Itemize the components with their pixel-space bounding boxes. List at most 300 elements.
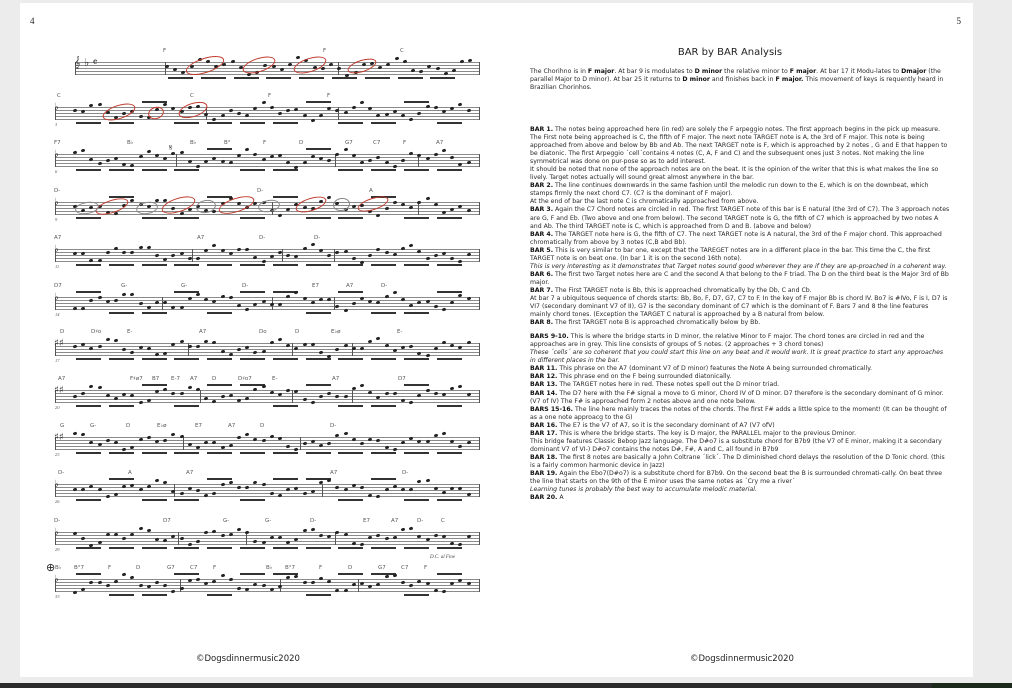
- beam: [240, 499, 265, 501]
- note-head: [73, 307, 78, 311]
- beam: [338, 547, 363, 549]
- chord-symbol: G-: [223, 518, 230, 524]
- note-head: [376, 533, 381, 537]
- staff-line: [55, 166, 480, 167]
- bar-analysis-paragraph: [530, 206, 950, 230]
- bar-label: BARS 9-10.: [530, 333, 569, 341]
- chord-symbol: A7: [330, 470, 338, 476]
- bar-text: It should be noted that none of the approach notes are on the beat. It is the opinion of the writer that this is what makes the line so lively. Target notes actually will sound great almost anywhere in the bar.: [530, 166, 939, 182]
- beam: [109, 358, 134, 360]
- note-head: [466, 441, 471, 445]
- note-head: [278, 213, 283, 217]
- measure-number: 6: [55, 169, 58, 174]
- beam: [273, 196, 298, 198]
- beam: [174, 217, 199, 219]
- beam: [437, 122, 462, 124]
- staff: [54, 149, 480, 166]
- chord-symbol: A: [369, 188, 373, 194]
- barline: [322, 484, 323, 497]
- beam: [109, 122, 134, 124]
- note-head: [179, 212, 184, 216]
- chord-symbol: F: [213, 565, 217, 571]
- staff-line: [55, 402, 480, 403]
- beam: [371, 358, 396, 360]
- note-head: [261, 299, 266, 303]
- note-head: [376, 438, 381, 442]
- chord-symbol: D-: [54, 188, 61, 194]
- beam: [109, 169, 134, 171]
- target-note-circle: [101, 100, 138, 124]
- beam: [306, 264, 331, 266]
- intro-text: . At bar 9 is modulates to: [614, 68, 695, 75]
- beam: [142, 499, 167, 501]
- beam: [207, 312, 232, 314]
- chord-symbol: D-: [58, 470, 65, 476]
- staff-line: [75, 62, 480, 63]
- note-head: [343, 111, 348, 115]
- beam: [404, 547, 429, 549]
- note-head: [458, 259, 463, 263]
- beam: [338, 452, 363, 454]
- beam: [207, 547, 232, 549]
- chord-symbol: A7: [58, 376, 66, 382]
- beam: [398, 77, 423, 79]
- staff-line: [55, 484, 480, 485]
- note-head: [286, 160, 291, 164]
- bar-italic-note: These ´cells´ are so coherent that you could start this line on any beat and it would work. It is great practice to start any approaches in different places in the bar.: [530, 349, 944, 365]
- note-head: [237, 247, 242, 251]
- bar-label: BAR 11.: [530, 365, 558, 373]
- beam: [404, 594, 429, 596]
- note-head: [220, 482, 225, 486]
- key-signature-icon: ♭: [54, 292, 59, 303]
- beam: [437, 547, 462, 549]
- note-head: [105, 438, 110, 442]
- chord-symbol: A7: [190, 376, 198, 382]
- note-head: [433, 203, 438, 207]
- beam: [404, 101, 429, 103]
- chord-symbol: E-: [397, 329, 403, 335]
- note-head: [122, 573, 127, 577]
- bar-text: The notes being approached here (in red) are solely the F arpeggio notes. The first approach begins in the pick up measure. The First note being approached is C, the fifth of F major. The next note TARGET note is A, the 3rd of F major. This note is being approached from above and below by Bb and Ab. The next TARGET note is F, which is approached by 2 notes , G and E that happen to be diatonic. The first Arpeggio ´cell´contains 4 notes (C, A, F and C) and the subsequent ones just 3 notes. Not making the line symmetrical was done on pur-pose so as to add interest.: [530, 126, 948, 166]
- document-spread: [20, 3, 973, 677]
- dc-al-fine-marking: D.C. al Fine: [430, 555, 455, 560]
- beam: [240, 217, 265, 219]
- staff-line: [55, 261, 480, 262]
- bar-analysis-paragraph: [530, 422, 950, 430]
- beam: [437, 573, 462, 575]
- barline: [352, 390, 353, 403]
- key-highlight: F major: [789, 68, 817, 75]
- note-head: [130, 394, 135, 398]
- measure-number: 9: [55, 217, 58, 222]
- note-head: [401, 440, 406, 444]
- right-page-analysis: [510, 3, 973, 677]
- beam: [338, 358, 363, 360]
- chord-symbol: B♭: [190, 140, 197, 146]
- beam: [76, 573, 101, 575]
- note-head: [450, 256, 455, 260]
- bar-analysis-paragraph: [530, 454, 950, 470]
- beam: [306, 594, 331, 596]
- staff-line: [55, 390, 480, 391]
- barline: [292, 343, 293, 356]
- bar-text: The first two Target notes here are C and the second A that belong to the F triad. The D on the third beat is the Major 3rd of Bb major.: [530, 270, 949, 286]
- chord-symbol: C7: [190, 565, 198, 571]
- beam: [142, 169, 167, 171]
- note-head: [220, 574, 225, 578]
- staff-line: [55, 306, 480, 307]
- note-head: [286, 488, 291, 492]
- bar-text: Again the Ebo7(D#o7) is a substitute chord for B7b9. On the second beat the B is surrounded chromati-cally. On beat three the line that starts on the 9th of the E minor uses the same notes as ´Cry me a river´: [530, 469, 943, 486]
- note-head: [384, 294, 389, 298]
- note-head: [409, 583, 414, 587]
- beam: [76, 291, 101, 293]
- barline: [479, 390, 480, 403]
- chord-symbol: D-: [330, 423, 337, 429]
- note-head: [343, 431, 348, 435]
- barline: [479, 579, 480, 592]
- note-head: [351, 438, 356, 442]
- bar-italic-note: Learning tunes is probably the best way to accumulate melodic material.: [530, 486, 757, 494]
- beam: [109, 264, 134, 266]
- bar-label: BARS 15-16.: [530, 405, 574, 413]
- measure-number: 33: [55, 594, 60, 599]
- note-head: [409, 304, 414, 308]
- note-head: [368, 391, 373, 395]
- beam: [207, 264, 232, 266]
- beam: [306, 101, 331, 103]
- note-head: [460, 60, 465, 64]
- staff-line: [55, 538, 480, 539]
- beam: [207, 148, 232, 150]
- note-head: [196, 539, 201, 543]
- barline: [300, 437, 301, 450]
- chord-symbol: F: [268, 93, 272, 99]
- beam: [371, 264, 396, 266]
- note-head: [179, 305, 184, 309]
- note-head: [228, 444, 233, 448]
- note-head: [73, 108, 78, 112]
- chord-symbol: D: [295, 329, 300, 335]
- bar-analysis-paragraph: [530, 126, 950, 166]
- beam: [109, 452, 134, 454]
- bar-label: BAR 1.: [530, 126, 554, 133]
- beam: [306, 384, 331, 386]
- key-highlight: F major.: [775, 76, 804, 84]
- beam: [76, 358, 101, 360]
- bar-analysis-paragraph: [530, 390, 950, 406]
- bar-text: At the end of bar the last note C is chromatically approached from above.: [530, 198, 759, 206]
- note-head: [319, 533, 324, 537]
- note-head: [122, 536, 127, 540]
- bar-italic-note: This is very interesting as it demonstrates that Target notes sound good wherever they are if they are ap-proached in a coherent way.: [530, 262, 947, 270]
- beam: [404, 264, 429, 266]
- beam: [273, 547, 298, 549]
- chord-symbol: F: [327, 93, 331, 99]
- staff: [54, 574, 480, 591]
- beam: [142, 312, 167, 314]
- staff: [54, 385, 480, 402]
- beam: [404, 499, 429, 501]
- note-head: [425, 478, 430, 482]
- chord-symbol: D: [348, 565, 353, 571]
- note-head: [466, 108, 471, 112]
- note-head: [253, 256, 258, 260]
- chord-symbol: F: [424, 565, 428, 571]
- key-signature-icon: ♯♯: [54, 338, 64, 349]
- staff: [54, 527, 480, 544]
- note-head: [89, 580, 94, 584]
- note-head: [409, 152, 414, 156]
- barline: [479, 297, 480, 310]
- note-head: [187, 344, 192, 348]
- bar-analysis-paragraph: [530, 287, 950, 295]
- note-head: [228, 533, 233, 537]
- chord-symbol: G7: [378, 565, 386, 571]
- note-head: [97, 488, 102, 492]
- note-head: [245, 148, 250, 152]
- note-head: [253, 350, 258, 354]
- bar-text: The first TARGET note B is approached chromatically below by Bb.: [553, 319, 761, 327]
- bar-label: BAR 13.: [530, 381, 558, 389]
- beam: [266, 77, 291, 79]
- note-head: [458, 542, 463, 546]
- note-head: [81, 536, 86, 540]
- staff-line: [55, 343, 480, 344]
- barline: [200, 390, 201, 403]
- note-head: [97, 295, 102, 299]
- note-head: [458, 385, 463, 389]
- bar-analysis-list: [530, 126, 950, 502]
- note-head: [425, 196, 430, 200]
- note-head: [245, 397, 250, 401]
- note-head: [409, 401, 414, 405]
- barline: [479, 107, 480, 120]
- note-head: [296, 56, 301, 60]
- beam: [142, 452, 167, 454]
- measure-number: 29: [55, 547, 60, 552]
- note-head: [138, 400, 143, 404]
- note-head: [122, 250, 127, 254]
- note-head: [376, 114, 381, 118]
- chord-symbol: E-7: [171, 376, 180, 382]
- chord-symbol: F: [108, 565, 112, 571]
- staff: [54, 197, 480, 214]
- chord-symbol: G-: [181, 283, 188, 289]
- staff-line: [55, 258, 480, 259]
- note-head: [450, 344, 455, 348]
- beam: [365, 77, 390, 79]
- note-head: [237, 586, 242, 590]
- note-head: [343, 250, 348, 254]
- note-head: [401, 488, 406, 492]
- chord-symbol: D-: [417, 518, 424, 524]
- bar-text: The line here mainly traces the notes of the chords. The first F# adds a little spice to the moment! (It can be thought of as a one note approacg to the G): [530, 405, 947, 421]
- note-head: [73, 431, 78, 435]
- beam: [404, 384, 429, 386]
- note-head: [425, 256, 430, 260]
- note-head: [442, 307, 447, 311]
- beam: [240, 264, 265, 266]
- staff-line: [55, 255, 480, 256]
- note-head: [245, 485, 250, 489]
- bar-analysis-paragraph: [530, 494, 950, 502]
- bar-label: BAR 2.: [530, 182, 554, 190]
- bar-analysis-paragraph: [530, 381, 950, 389]
- beam: [306, 148, 331, 150]
- bar-label: BAR 8.: [530, 319, 554, 327]
- note-head: [384, 250, 389, 254]
- note-head: [409, 526, 414, 530]
- bar-text: The first 8 notes are basically a John Coltrane ´lick´. The D diminished chord delays the resolution of the D Tonic chord. (this is a fairly common harmonic device in Jazz): [530, 453, 945, 469]
- chord-symbol: A7: [54, 235, 62, 241]
- note-head: [269, 105, 274, 109]
- note-head: [343, 394, 348, 398]
- note-head: [425, 299, 430, 303]
- beam: [306, 312, 331, 314]
- note-head: [417, 580, 422, 584]
- beam: [273, 452, 298, 454]
- target-note-circle: [294, 193, 328, 215]
- note-head: [335, 530, 340, 534]
- staff: [54, 292, 480, 309]
- barline: [479, 202, 480, 215]
- chord-symbol: A7: [436, 140, 444, 146]
- beam: [404, 358, 429, 360]
- beam: [371, 169, 396, 171]
- note-head: [335, 485, 340, 489]
- note-head: [196, 488, 201, 492]
- staff: [54, 338, 480, 355]
- beam: [240, 291, 265, 293]
- bar-analysis-paragraph: [530, 271, 950, 287]
- beam: [338, 217, 363, 219]
- staff-line: [55, 446, 480, 447]
- staff-line: [55, 346, 480, 347]
- measure-number: 11: [55, 264, 60, 269]
- barline: [479, 532, 480, 545]
- chord-symbol: E7: [195, 423, 202, 429]
- beam: [207, 122, 232, 124]
- note-head: [138, 245, 143, 249]
- intro-text: (the parallel Major to D minor). At bar 25 it returns to: [530, 68, 941, 84]
- approach-note-circle: [332, 197, 351, 213]
- page-title: BAR by BAR Analysis: [677, 47, 783, 58]
- beam: [338, 405, 363, 407]
- staff-line: [55, 487, 480, 488]
- beam: [142, 358, 167, 360]
- beam: [437, 452, 462, 454]
- barline: [479, 154, 480, 167]
- note-head: [212, 441, 217, 445]
- note-head: [179, 536, 184, 540]
- note-head: [179, 491, 184, 495]
- beam: [142, 594, 167, 596]
- beam: [76, 405, 101, 407]
- note-head: [392, 574, 397, 578]
- note-head: [402, 59, 407, 63]
- beam: [240, 547, 265, 549]
- chord-symbol: B°: [224, 140, 231, 146]
- bar-label: BAR 3.: [530, 206, 554, 214]
- beam: [273, 358, 298, 360]
- note-head: [302, 247, 307, 251]
- note-head: [360, 260, 365, 264]
- bar-analysis-paragraph: [530, 365, 950, 373]
- chord-symbol: D7: [398, 376, 406, 382]
- note-head: [419, 69, 424, 73]
- note-head: [138, 526, 143, 530]
- beam: [404, 312, 429, 314]
- note-head: [105, 533, 110, 537]
- bar-analysis-paragraph: [530, 438, 950, 454]
- bar-label: BAR 19.: [530, 469, 558, 477]
- beam: [234, 77, 259, 79]
- beam: [109, 312, 134, 314]
- note-head: [392, 291, 397, 295]
- note-head: [122, 347, 127, 351]
- measure-number: 20: [55, 405, 60, 410]
- staff-line: [55, 163, 480, 164]
- beam: [109, 594, 134, 596]
- note-head: [89, 441, 94, 445]
- chord-symbol: B♭: [55, 565, 62, 571]
- note-head: [368, 438, 373, 442]
- note-head: [401, 527, 406, 531]
- note-head: [442, 149, 447, 153]
- chord-symbol: B°7: [74, 565, 85, 571]
- chord-symbol: A7: [186, 470, 194, 476]
- note-head: [269, 341, 274, 345]
- chord-symbol: D♯o7: [238, 376, 252, 382]
- beam: [240, 573, 265, 575]
- beam: [306, 217, 331, 219]
- beam: [273, 122, 298, 124]
- measure-number: 26: [55, 499, 60, 504]
- staff-line: [55, 496, 480, 497]
- bar-label: BAR 12.: [530, 373, 558, 381]
- beam: [174, 499, 199, 501]
- beam: [306, 452, 331, 454]
- barline: [282, 249, 283, 262]
- target-note-circle: [177, 99, 210, 122]
- beam: [207, 452, 232, 454]
- measure-number: 14: [55, 312, 60, 317]
- bar-text: This is very similar to bar one, except that the TAREGET notes are in a different place in the bar. This time the C, the first TARGET note is on beat one. (In bar 1 it is on the second 16th note).: [530, 246, 931, 262]
- beam: [338, 291, 363, 293]
- chord-symbol: G: [60, 423, 65, 429]
- key-signature-icon: ♯♯: [54, 432, 64, 443]
- bar-text: The D7 here with the F# signal a move to G minor, Chord IV of D minor. D7 therefore is the secondary dominant of G minor. (V7 of IV) The F# is approached form 2 notes above and one note below.: [530, 389, 944, 405]
- note-head: [351, 105, 356, 109]
- barline: [479, 249, 480, 262]
- staff: [74, 56, 480, 74]
- note-head: [409, 117, 414, 121]
- key-signature-icon: ♭: [54, 574, 59, 585]
- chord-symbol: B°7: [285, 565, 296, 571]
- note-head: [329, 62, 334, 66]
- chord-symbol: F♯ø7: [130, 376, 143, 382]
- note-head: [466, 161, 471, 165]
- beam: [299, 77, 324, 79]
- note-head: [228, 577, 233, 581]
- beam: [109, 405, 134, 407]
- staff-line: [55, 591, 480, 592]
- bar-analysis-paragraph: [530, 182, 950, 198]
- beam: [338, 122, 363, 124]
- bar-analysis-paragraph: [530, 349, 950, 365]
